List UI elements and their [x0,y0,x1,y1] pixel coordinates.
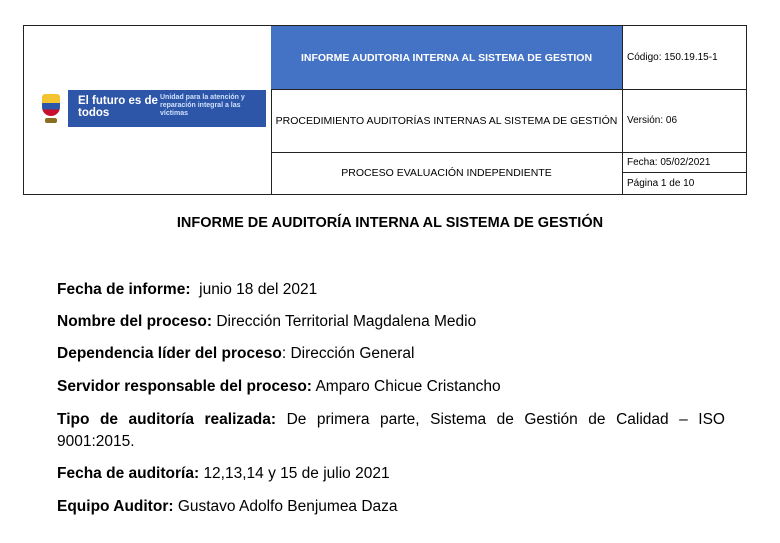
field-value: De primera parte, Sistema de Gestión de Calidad – ISO 9001:2015. [57,411,725,450]
field-label: Nombre del proceso: [57,313,213,330]
document-header-table [23,25,747,195]
logo-cell [24,26,272,194]
field-value: : Dirección General [281,345,415,362]
field-dependencia [57,343,725,365]
field-label: Equipo Auditor: [57,498,174,515]
field-value: junio 18 del 2021 [199,281,318,298]
field-label: Fecha de auditoría: [57,465,200,482]
document-date: Fecha: 05/02/2021 [627,156,711,168]
document-code: Código: 150.19.15-1 [627,52,718,63]
process-name: PROCESO EVALUACIÓN INDEPENDIENTE [271,152,623,194]
field-label: Servidor responsable del proceso: [57,378,312,395]
field-value: 12,13,14 y 15 de julio 2021 [203,465,390,482]
field-label: Dependencia líder del proceso [57,345,282,362]
report-type-title: INFORME AUDITORIA INTERNA AL SISTEMA DE GESTION [271,26,623,89]
field-value: Dirección Territorial Magdalena Medio [216,313,477,330]
field-value: Gustavo Adolfo Benjumea Daza [177,498,398,515]
field-equipo-auditor [57,496,725,518]
logo-unit-name: Unidad para la atención y reparación integral a las víctimas [160,94,245,117]
field-fecha-informe [57,279,725,301]
field-servidor [57,376,725,398]
field-fecha-auditoria [57,463,725,485]
field-tipo-auditoria [57,409,725,453]
institution-logo [34,90,266,127]
field-value: Amparo Chicue Cristancho [315,378,501,395]
field-label: Fecha de informe: [57,281,191,298]
field-label: Tipo de auditoría realizada: [57,411,277,428]
logo-slogan: El futuro es de todos [78,95,158,119]
page-number: Página 1 de 10 [627,177,695,189]
procedure-name: PROCEDIMIENTO AUDITORÍAS INTERNAS AL SISTEMA DE GESTIÓN [271,89,623,152]
coat-of-arms-icon [34,90,68,127]
document-version: Versión: 06 [627,115,678,126]
field-nombre-proceso [57,311,725,333]
document-title: INFORME DE AUDITORÍA INTERNA AL SISTEMA DE GESTIÓN [176,215,604,231]
